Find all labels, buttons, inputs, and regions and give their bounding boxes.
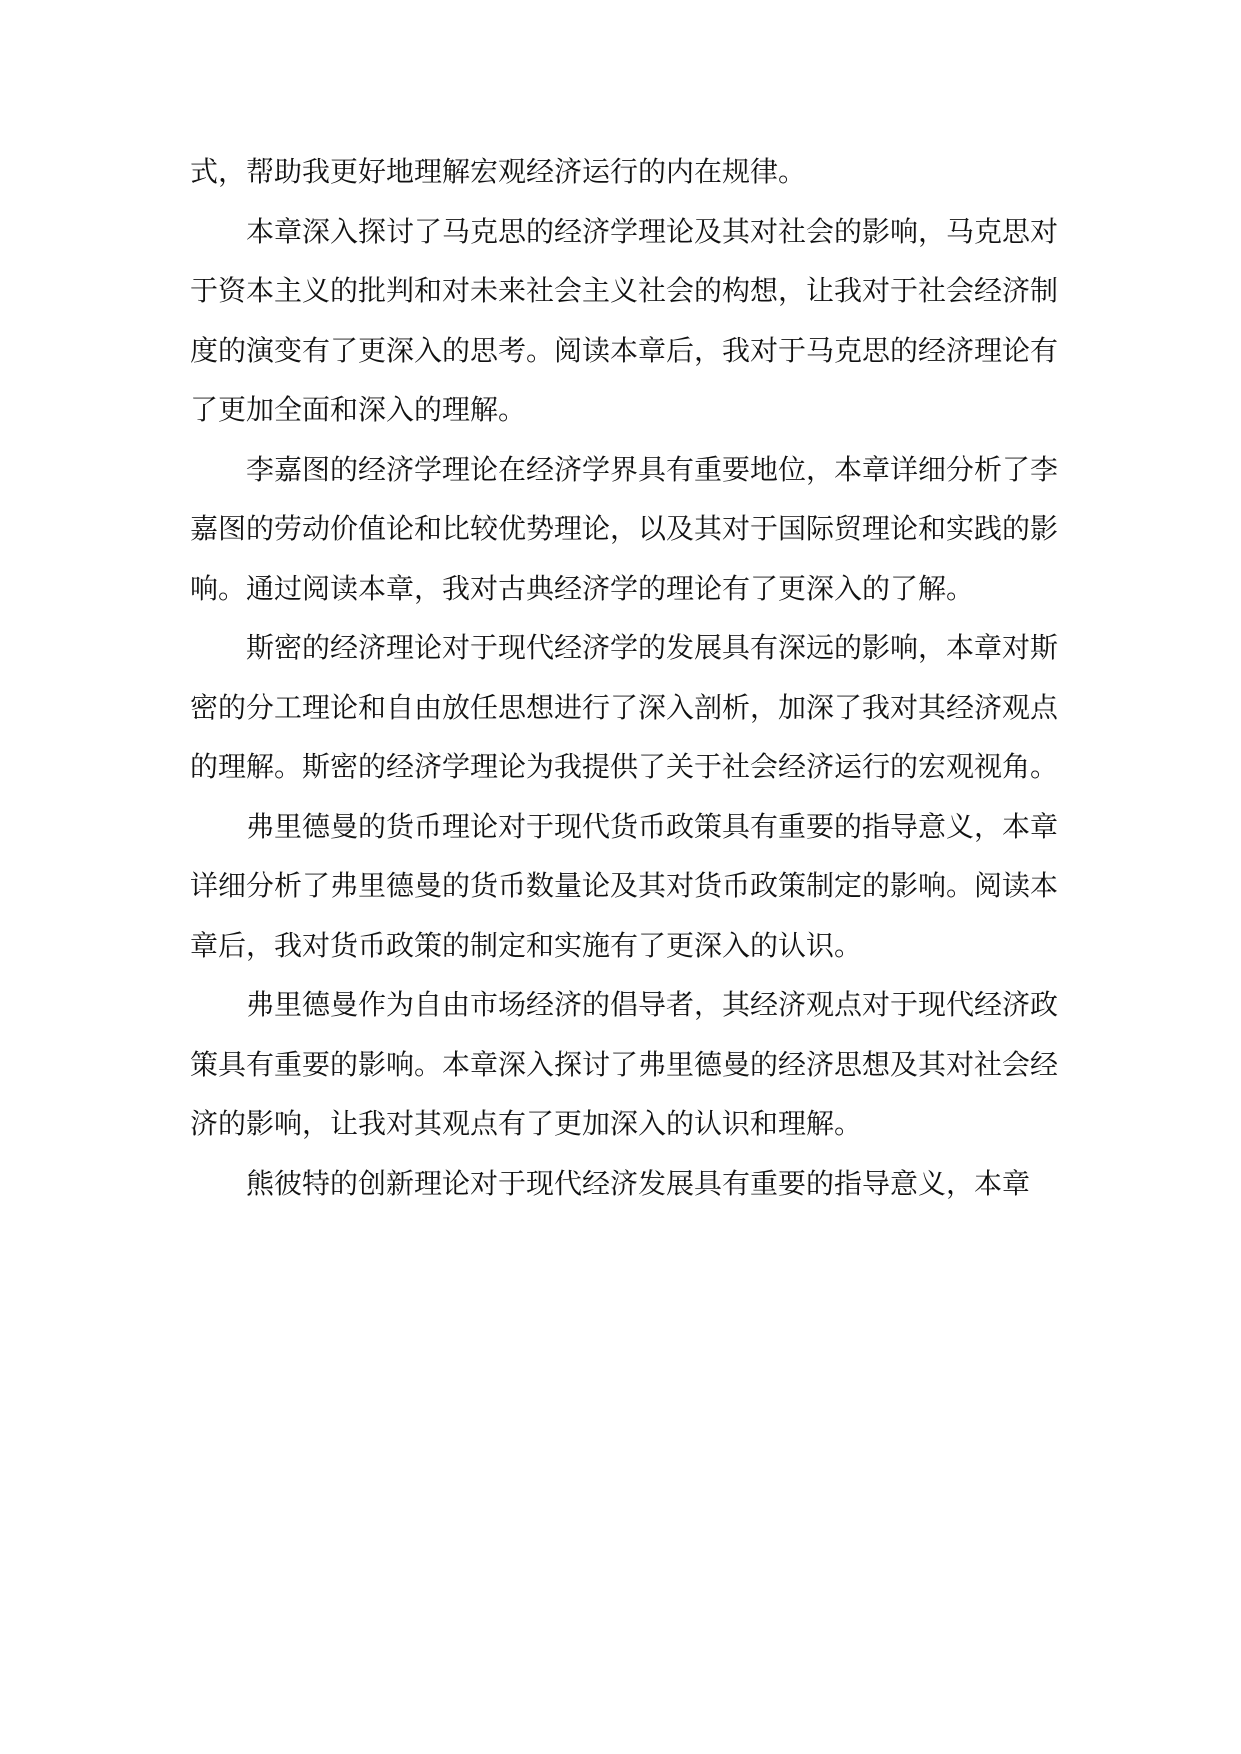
body-text — [190, 142, 1058, 1213]
paragraph-friedman-market: 弗里德曼作为自由市场经济的倡导者，其经济观点对于现代经济政策具有重要的影响。本章深入探讨了弗里德曼的经济思想及其对社会经济的影响，让我对其观点有了更加深入的认识和理解。 — [190, 988, 1059, 1140]
paragraph-smith: 斯密的经济理论对于现代经济学的发展具有深远的影响，本章对斯密的分工理论和自由放任思想进行了深入剖析，加深了我对其经济观点的理解。斯密的经济学理论为我提供了关于社会经济运行的宏观视角。 — [190, 631, 1059, 783]
paragraph-continuation: 式，帮助我更好地理解宏观经济运行的内在规律。 — [190, 155, 807, 188]
paragraph-ricardo: 李嘉图的经济学理论在经济学界具有重要地位，本章详细分析了李嘉图的劳动价值论和比较优势理论，以及其对于国际贸理论和实践的影响。通过阅读本章，我对古典经济学的理论有了更深入的了解。 — [190, 452, 1059, 605]
paragraph-schumpeter: 熊彼特的创新理论对于现代经济发展具有重要的指导意义，本章 — [246, 1166, 1031, 1200]
paragraph-marx: 本章深入探讨了马克思的经济学理论及其对社会的影响，马克思对于资本主义的批判和对未来社会主义社会的构想，让我对于社会经济制度的演变有了更深入的思考。阅读本章后，我对于马克思的经济理论有了更加全面和深入的理解。 — [190, 214, 1059, 426]
paragraph-friedman-monetary: 弗里德曼的货币理论对于现代货币政策具有重要的指导意义，本章详细分析了弗里德曼的货币数量论及其对货币政策制定的影响。阅读本章后，我对货币政策的制定和实施有了更深入的认识。 — [190, 809, 1059, 962]
